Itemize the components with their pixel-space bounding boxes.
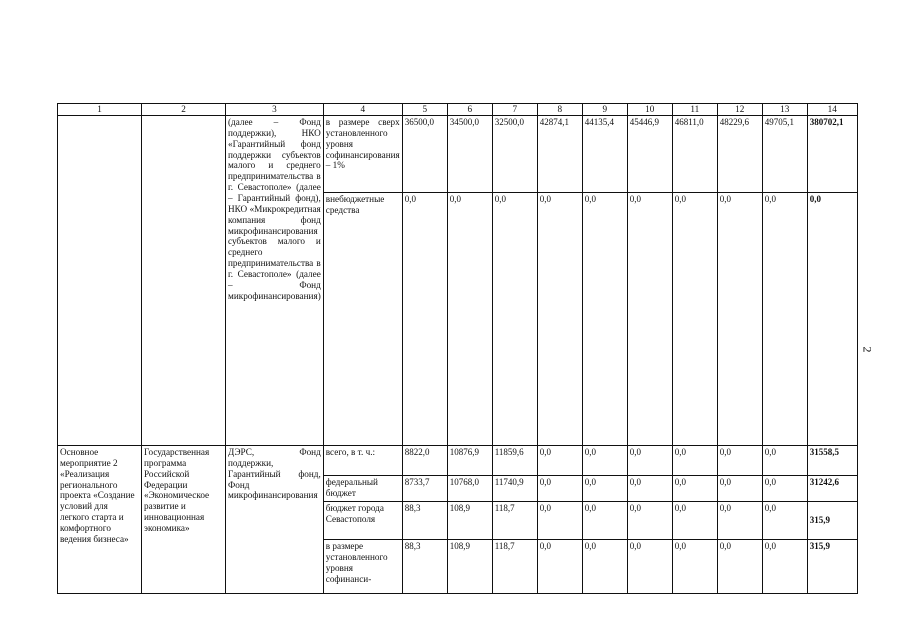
cont-col1-cell [58,116,142,446]
page-number: 2 [860,346,875,353]
value-cell: 8733,7 [402,476,447,502]
value-cell: 0,0 [582,540,627,594]
value-cell: 0,0 [447,193,492,446]
total-cell: 31242,6 [807,476,857,502]
total-cell: 315,9 [807,540,857,594]
value-cell: 34500,0 [447,116,492,193]
value-cell: 42874,1 [537,116,582,193]
value-cell: 88,3 [402,540,447,594]
value-cell: 0,0 [537,540,582,594]
col-header: 1 [58,104,142,116]
cont-col2-cell [142,116,226,446]
col-header: 3 [226,104,324,116]
value-cell: 0,0 [627,446,672,476]
total-cell: 31558,5 [807,446,857,476]
total-cell: 0,0 [807,193,857,446]
program-name-cell: Государственная программа Российской Федерации «Экономическое развитие и инновационная экономика» [142,446,226,594]
value-cell: 0,0 [537,446,582,476]
value-cell: 0,0 [762,540,807,594]
value-cell: 10768,0 [447,476,492,502]
value-cell: 0,0 [582,193,627,446]
value-cell: 36500,0 [402,116,447,193]
value-cell: 0,0 [762,476,807,502]
column-number-row [58,104,858,116]
value-cell: 118,7 [492,502,537,540]
value-cell: 0,0 [672,446,717,476]
value-cell: 0,0 [627,193,672,446]
col-header: 2 [142,104,226,116]
source-label: всего, в т. ч.: [323,446,402,476]
table-row [58,446,858,476]
source-label: бюджет города Севастополя [323,502,402,540]
col-header: 13 [762,104,807,116]
value-cell: 48229,6 [717,116,762,193]
value-cell: 0,0 [537,193,582,446]
table-row [58,116,858,193]
value-cell: 10876,9 [447,446,492,476]
value-cell: 0,0 [402,193,447,446]
value-cell: 49705,1 [762,116,807,193]
value-cell: 0,0 [582,446,627,476]
value-cell: 0,0 [582,476,627,502]
value-cell: 0,0 [717,446,762,476]
value-cell: 0,0 [627,476,672,502]
col-header: 14 [807,104,857,116]
total-cell: 380702,1 [807,116,857,193]
value-cell: 0,0 [762,502,807,540]
value-cell: 0,0 [717,476,762,502]
value-cell: 0,0 [762,446,807,476]
value-cell: 0,0 [537,502,582,540]
value-cell: 0,0 [672,476,717,502]
col-header: 10 [627,104,672,116]
value-cell: 0,0 [762,193,807,446]
value-cell: 0,0 [492,193,537,446]
value-cell: 108,9 [447,540,492,594]
source-label: в размере сверх установленного уровня софинансирования – 1% [323,116,402,193]
value-cell: 0,0 [672,540,717,594]
col-header: 5 [402,104,447,116]
col-header: 8 [537,104,582,116]
value-cell: 0,0 [627,502,672,540]
value-cell: 8822,0 [402,446,447,476]
value-cell: 0,0 [672,502,717,540]
program-funding-table [57,103,858,594]
executors-cell: ДЭРС, Фонд поддержки, Гарантийный фонд, Фонд микрофинансирования [226,446,324,594]
col-header: 12 [717,104,762,116]
value-cell: 32500,0 [492,116,537,193]
col-header: 4 [323,104,402,116]
source-label: федеральный бюджет [323,476,402,502]
col-header: 11 [672,104,717,116]
activity-name-cell: Основное мероприятие 2 «Реализация регионального проекта «Создание условий для легкого старта и комфортного ведения бизнеса» [58,446,142,594]
col-header: 6 [447,104,492,116]
value-cell: 0,0 [717,193,762,446]
value-cell: 45446,9 [627,116,672,193]
source-label: в размере установленного уровня софинанси- [323,540,402,594]
value-cell: 0,0 [717,540,762,594]
value-cell: 88,3 [402,502,447,540]
total-cell: 315,9 [807,502,857,540]
value-cell: 11740,9 [492,476,537,502]
value-cell: 108,9 [447,502,492,540]
value-cell: 11859,6 [492,446,537,476]
value-cell: 0,0 [717,502,762,540]
value-cell: 118,7 [492,540,537,594]
value-cell: 0,0 [582,502,627,540]
executors-cell: (далее – Фонд поддержки), НКО «Гарантийный фонд поддержки субъектов малого и среднего предпринимательства в г. Севастополе» (далее – Гарантийный фонд), НКО «Микрокредитная компания фонд микрофинансирования субъектов малого и среднего предпринимательства в г. Севастополе» (далее – Фонд микрофинансирования) [226,116,324,446]
col-header: 9 [582,104,627,116]
value-cell: 0,0 [672,193,717,446]
value-cell: 44135,4 [582,116,627,193]
source-label: внебюджетные средства [323,193,402,446]
value-cell: 0,0 [537,476,582,502]
col-header: 7 [492,104,537,116]
value-cell: 0,0 [627,540,672,594]
value-cell: 46811,0 [672,116,717,193]
